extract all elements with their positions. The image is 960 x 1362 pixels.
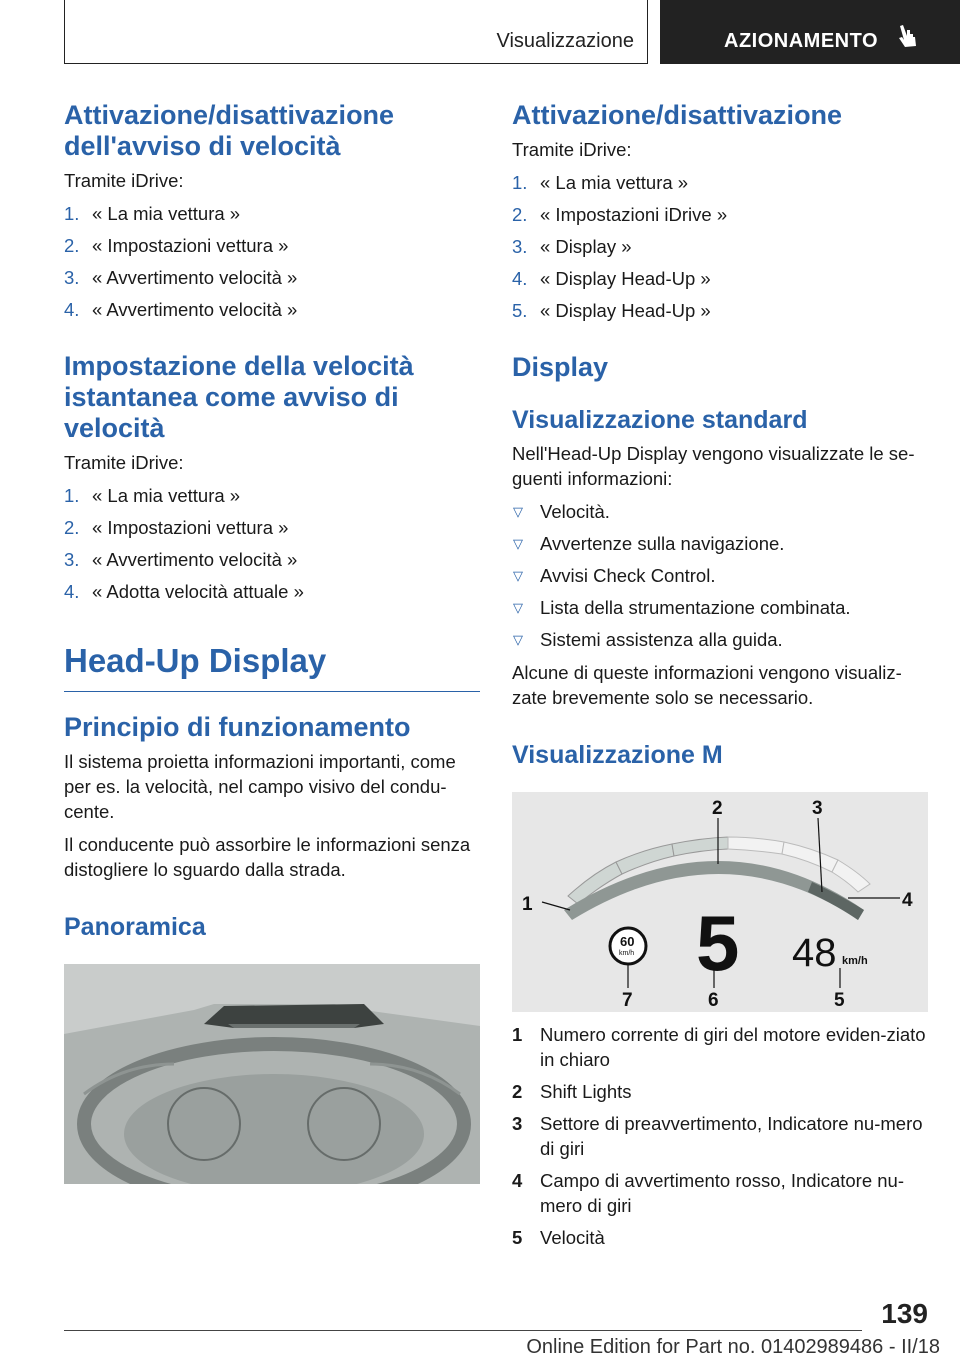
list-item: 2. « Impostazioni vettura » xyxy=(64,517,289,538)
list-item: 1. « La mia vettura » xyxy=(64,485,241,506)
legend-item: 3 Settore di preavvertimento, Indicatore nu-mero di giri xyxy=(512,1113,923,1159)
list-item: ▽ Lista della strumentazione combinata. xyxy=(513,597,851,618)
right-column xyxy=(512,100,928,1257)
footer-divider xyxy=(64,1330,862,1331)
triangle-bullet-icon: ▽ xyxy=(513,632,523,647)
m-view-illustration xyxy=(512,792,928,1012)
page-number: 139 xyxy=(881,1298,928,1329)
chapter-heading: Head-Up Display xyxy=(64,642,327,679)
list-item: 4. « Adotta velocità attuale » xyxy=(64,581,304,602)
steps-list-3 xyxy=(512,170,928,323)
paragraph: Nell'Head-Up Display vengono visualizzate le se-guenti informazioni: xyxy=(512,443,915,489)
footer-edition: Online Edition for Part no. 01402989486 - II/18 xyxy=(526,1336,940,1358)
dashboard-illustration xyxy=(64,964,480,1184)
header-section: Visualizzazione xyxy=(496,30,634,52)
list-item: 2. « Impostazioni iDrive » xyxy=(512,204,728,225)
legend-item: 4 Campo di avvertimento rosso, Indicatore nu-mero di giri xyxy=(512,1170,905,1216)
heading-speed-warning-toggle: Attivazione/disattivazione dell'avviso di velocità xyxy=(64,100,395,161)
heading-m-view: Visualizzazione M xyxy=(512,741,723,769)
figure-legend xyxy=(512,1022,928,1250)
heading-toggle: Attivazione/disattivazione xyxy=(512,100,843,130)
list-item: 3. « Avvertimento velocità » xyxy=(64,549,298,570)
list-item: ▽ Avvertenze sulla navigazione. xyxy=(513,533,785,554)
svg-text:1: 1 xyxy=(522,894,533,915)
svg-text:km/h: km/h xyxy=(619,950,635,957)
list-item: 3. « Display » xyxy=(512,236,632,257)
heading-principle: Principio di funzionamento xyxy=(64,712,411,742)
list-item: 3. « Avvertimento velocità » xyxy=(64,267,298,288)
triangle-bullet-icon: ▽ xyxy=(513,600,523,615)
svg-text:5: 5 xyxy=(834,990,845,1011)
legend-item: 2 Shift Lights xyxy=(512,1081,632,1102)
left-column xyxy=(64,100,480,1194)
list-item: 2. « Impostazioni vettura » xyxy=(64,235,289,256)
svg-text:7: 7 xyxy=(622,990,633,1011)
intro-text: Tramite iDrive: xyxy=(64,452,184,473)
steps-list-1 xyxy=(64,201,480,322)
heading-overview: Panoramica xyxy=(64,913,206,941)
list-item: ▽ Sistemi assistenza alla guida. xyxy=(513,629,783,650)
header-chapter-tab xyxy=(660,0,960,64)
heading-display: Display xyxy=(512,352,609,382)
svg-text:60: 60 xyxy=(620,934,635,949)
speed-readout: 48 xyxy=(792,931,837,975)
paragraph: Il conducente può assorbire le informazioni senza distogliere lo sguardo dalla strada. xyxy=(64,834,471,880)
triangle-bullet-icon: ▽ xyxy=(513,568,523,583)
list-item: 4. « Display Head-Up » xyxy=(512,268,711,289)
legend-item: 5 Velocità xyxy=(512,1227,605,1248)
header-chapter: AZIONAMENTO xyxy=(724,30,879,52)
speed-unit: km/h xyxy=(842,955,868,967)
svg-text:2: 2 xyxy=(712,798,723,819)
bullet-list xyxy=(512,499,928,652)
list-item: ▽ Avvisi Check Control. xyxy=(513,565,716,586)
list-item: 1. « La mia vettura » xyxy=(512,172,689,193)
triangle-bullet-icon: ▽ xyxy=(513,504,523,519)
paragraph: Il sistema proietta informazioni importanti, come per es. la velocità, nel campo visivo del condu-cente. xyxy=(64,751,456,822)
svg-text:6: 6 xyxy=(708,990,719,1011)
gear-readout: 5 xyxy=(696,899,740,987)
list-item: 5. « Display Head-Up » xyxy=(512,300,711,321)
list-item: 1. « La mia vettura » xyxy=(64,203,241,224)
heading-set-current-speed: Impostazione della velocità istantanea come avviso di velocità xyxy=(64,351,414,443)
list-item: 4. « Avvertimento velocità » xyxy=(64,299,298,320)
paragraph: Alcune di queste informazioni vengono visualiz-zate brevemente solo se necessario. xyxy=(512,662,902,708)
triangle-bullet-icon: ▽ xyxy=(513,536,523,551)
svg-text:4: 4 xyxy=(902,890,913,911)
legend-item: 1 Numero corrente di giri del motore eviden-ziato in chiaro xyxy=(512,1024,926,1070)
svg-text:3: 3 xyxy=(812,798,823,819)
list-item: ▽ Velocità. xyxy=(513,501,610,522)
intro-text: Tramite iDrive: xyxy=(512,139,632,160)
steps-list-2 xyxy=(64,483,480,604)
heading-standard-view: Visualizzazione standard xyxy=(512,406,808,434)
intro-text: Tramite iDrive: xyxy=(64,170,184,191)
hand-pointer-icon xyxy=(896,24,918,48)
